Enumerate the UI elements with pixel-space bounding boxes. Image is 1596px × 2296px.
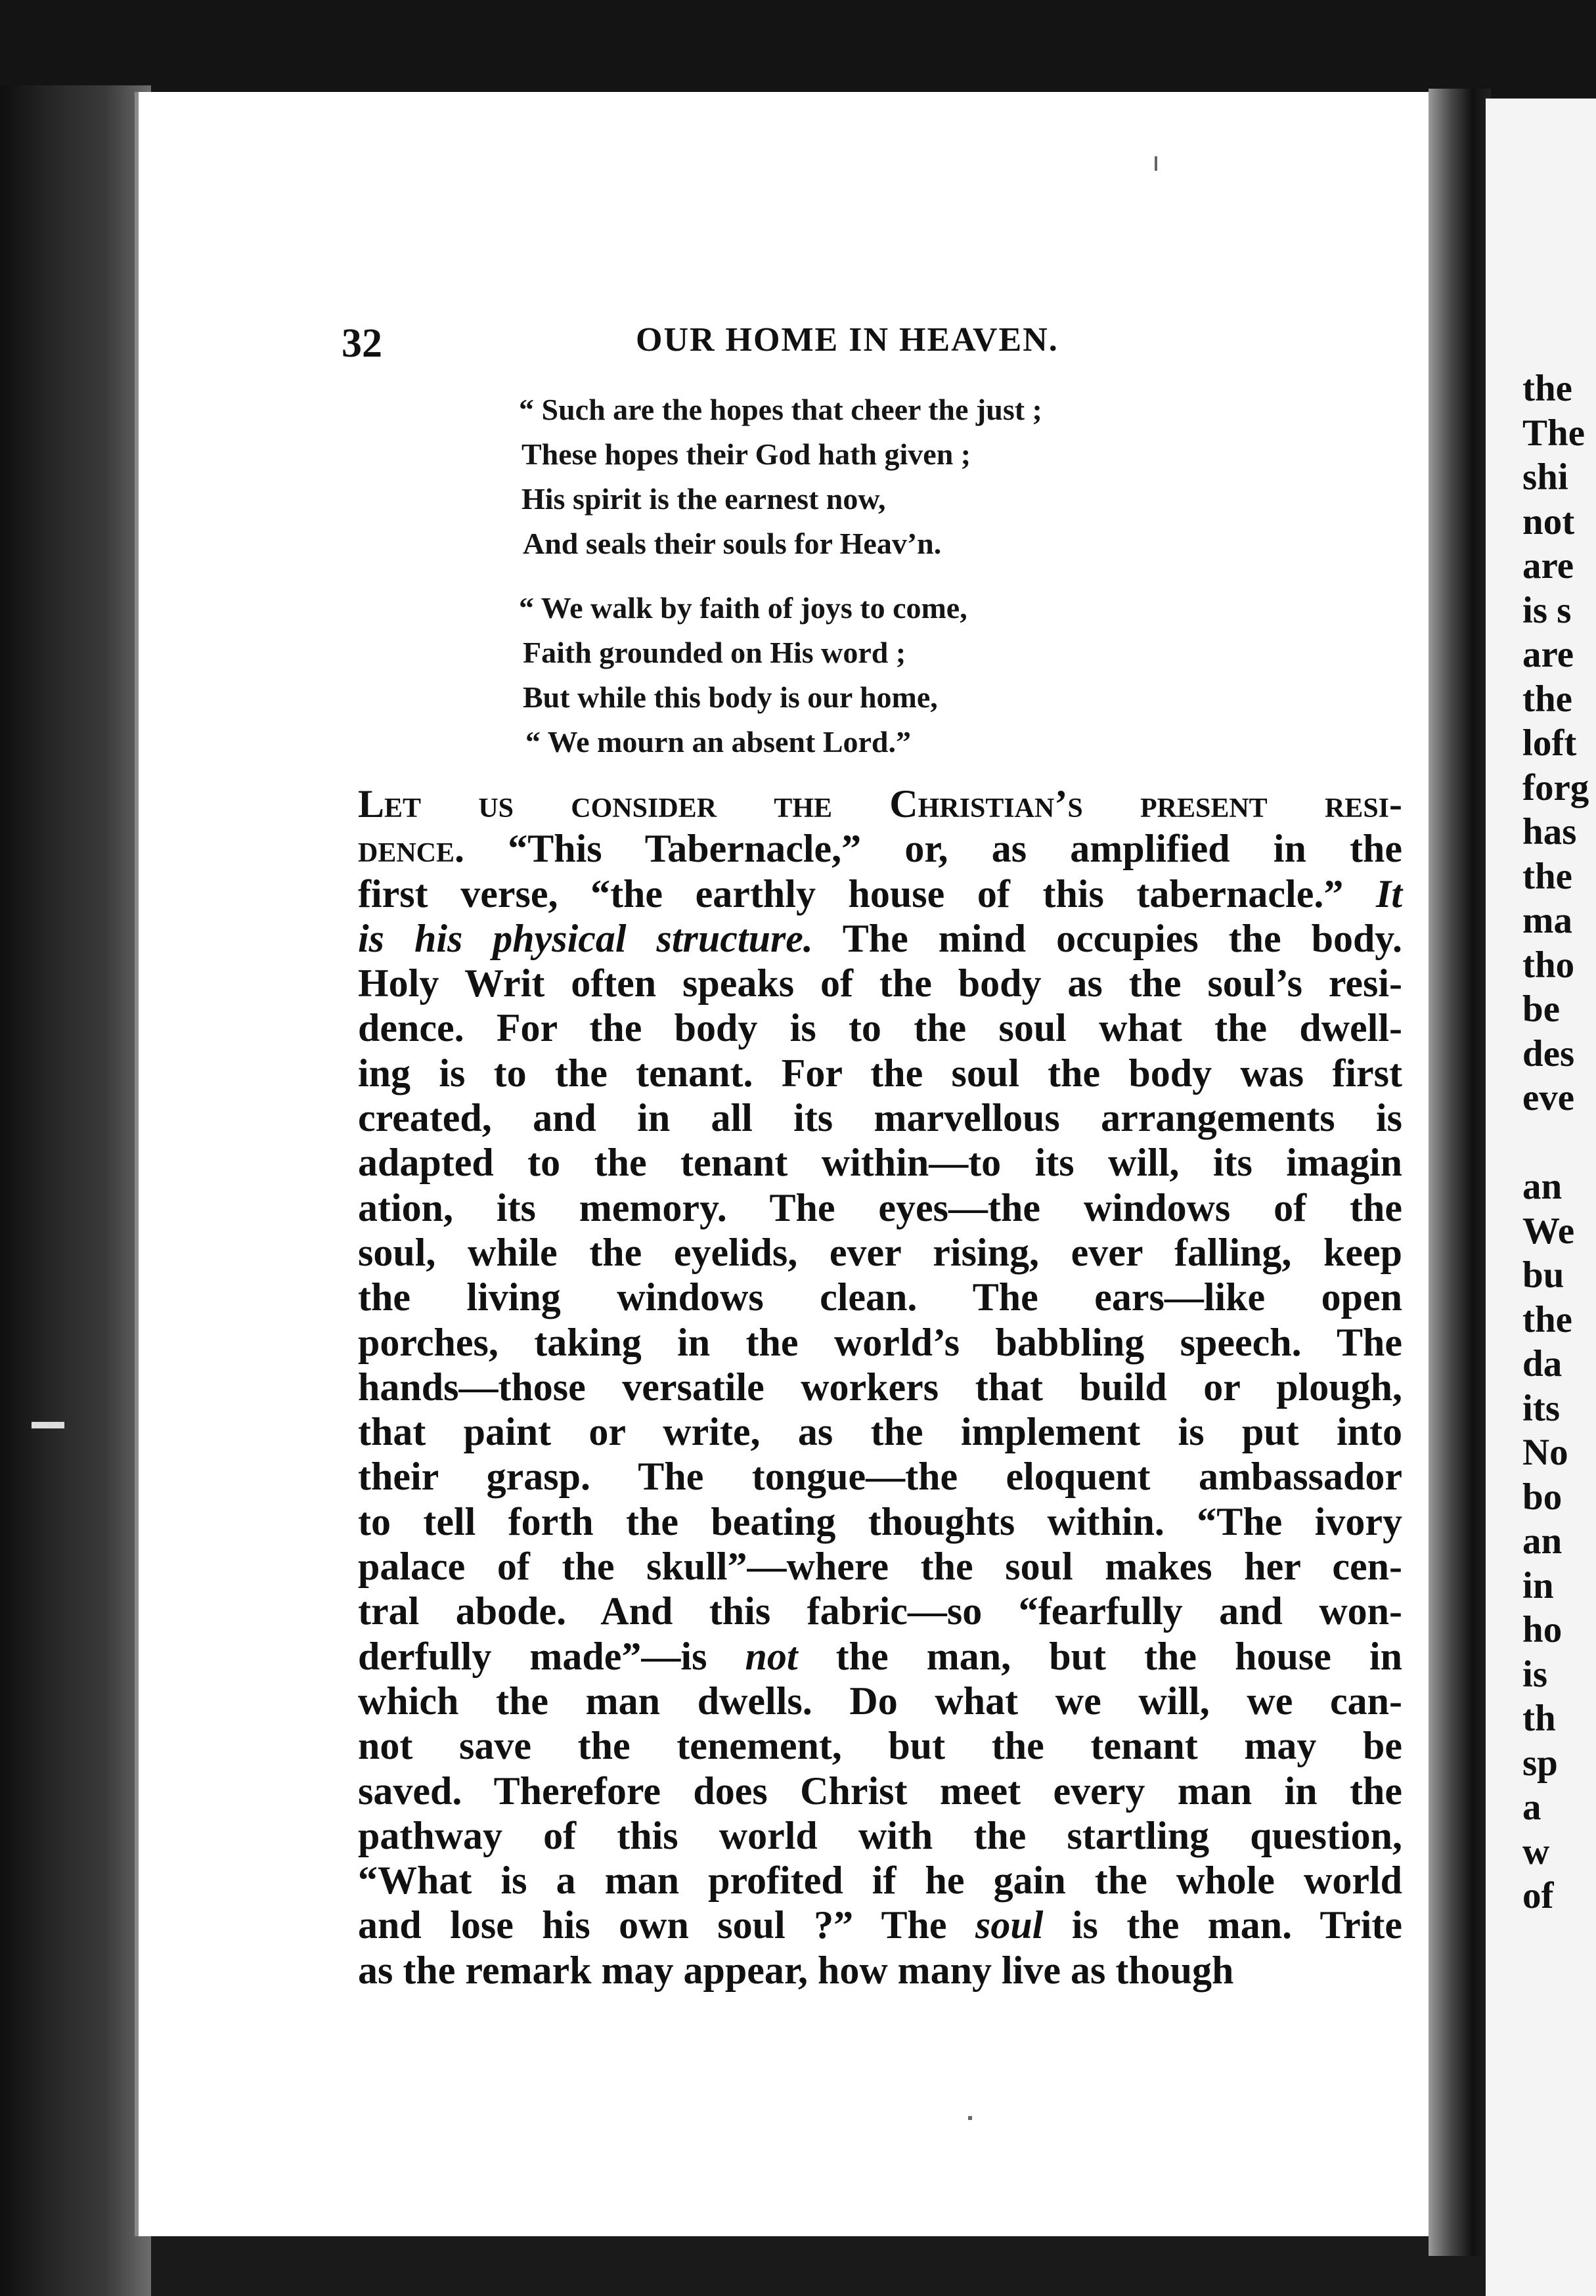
verse-line: “ Such are the hopes that cheer the just ; [519,393,1042,426]
facing-line-fragment: No [1522,1432,1568,1473]
facing-line-fragment: its [1522,1387,1560,1429]
text-span: is the man. Trite [1043,1903,1402,1947]
facing-line-fragment: da [1522,1343,1563,1384]
verse-line: And seals their souls for Heav’n. [523,527,942,560]
verse-line: “ We mourn an absent Lord.” [525,725,912,759]
facing-line-fragment: the [1522,678,1572,720]
print-speck [32,1422,64,1428]
text-line: tral abode. And this fabric—so “fearfully and won- [358,1589,1402,1633]
text-line: created, and in all its marvellous arrangements is [358,1096,1402,1140]
text-line [358,826,1402,871]
facing-line-fragment: not [1522,500,1575,542]
facing-line-fragment [1522,1120,1596,1165]
facing-line-fragment: is s [1522,589,1572,631]
facing-line-fragment: bu [1522,1254,1564,1296]
facing-line-fragment: an [1522,1520,1563,1562]
body-paragraph [358,782,1402,1993]
italic-span: is his physical structure. [358,916,813,960]
text-span: the man, but the house in [797,1634,1402,1678]
text-line: ing is to the tenant. For the soul the body was first [358,1051,1402,1095]
facing-line-fragment: ma [1522,900,1572,941]
text-line: ation, its memory. The eyes—the windows of the [358,1185,1402,1229]
facing-line-fragment: the [1522,1298,1572,1340]
text-line [358,916,1402,961]
facing-line-fragment: are [1522,634,1574,675]
text-line: to tell forth the beating thoughts within. “The ivory [358,1499,1402,1543]
facing-line-fragment: sp [1522,1742,1558,1784]
section-lead-in: Let us consider the Christian’s present resi- [358,782,1402,826]
facing-line-fragment: We [1522,1210,1575,1252]
text-span: The mind occupies the body. [812,916,1402,960]
text-line: as the remark may appear, how many live as though [358,1948,1234,1992]
book-gutter-shadow [1429,89,1491,2256]
italic-span: not [745,1634,798,1678]
facing-line-fragment: th [1522,1698,1556,1739]
text-line: not save the tenement, but the tenant may be [358,1724,1402,1768]
facing-line-fragment: an [1522,1166,1563,1207]
facing-line-fragment: a [1522,1786,1541,1828]
facing-line-fragment: of [1522,1875,1554,1916]
facing-line-fragment: has [1522,811,1577,852]
text-line: that paint or write, as the implement is put into [358,1410,1402,1454]
print-speck [1155,156,1157,171]
text-line [358,782,1402,826]
verse-stanza-1 [519,387,1042,566]
text-line: palace of the skull”—where the soul makes her cen- [358,1545,1402,1589]
page-number: 32 [342,321,382,366]
verse-line: Faith grounded on His word ; [523,636,906,669]
facing-line-fragment: forg [1522,766,1589,808]
italic-span: soul [975,1903,1044,1947]
text-line: dence. For the body is to the soul what the dwell- [358,1006,1402,1050]
text-line: the living windows clean. The ears—like open [358,1275,1402,1319]
facing-line-fragment: loft [1522,722,1577,764]
facing-line-fragment: bo [1522,1476,1563,1518]
text-line: pathway of this world with the startling question, [358,1813,1402,1857]
facing-line-fragment: ho [1522,1609,1563,1650]
facing-line-fragment: the [1522,855,1572,897]
text-line: their grasp. The tongue—the eloquent ambassador [358,1455,1402,1499]
scan-top-border [0,0,1596,105]
text-line [358,872,1402,916]
text-line: porches, taking in the world’s babbling speech. The [358,1320,1402,1364]
text-line: which the man dwells. Do what we will, we can- [358,1679,1402,1723]
italic-span: It [1375,872,1402,916]
book-binding-edge [0,85,151,2296]
section-lead-in: dence. [358,827,465,871]
text-line: “What is a man profited if he gain the whole world [358,1859,1402,1903]
text-line [358,1634,1402,1679]
text-line: saved. Therefore does Christ meet every man in the [358,1769,1402,1813]
text-span: derfully made”—is [358,1634,745,1678]
text-line: Holy Writ often speaks of the body as the soul’s resi- [358,961,1402,1005]
facing-line-fragment: w [1522,1830,1550,1872]
verse-line: But while this body is our home, [523,680,938,714]
text-line: hands—those versatile workers that build or plough, [358,1365,1402,1409]
facing-line-fragment: tho [1522,944,1575,986]
print-speck [968,2116,972,2120]
facing-line-fragment: are [1522,545,1574,586]
verse-line: “ We walk by faith of joys to come, [519,591,967,625]
verse-line: His spirit is the earnest now, [521,482,886,516]
facing-line-fragment: shi [1522,456,1568,498]
verse-line: These hopes their God hath given ; [521,437,971,471]
facing-line-fragment: in [1522,1564,1554,1606]
text-line [358,1903,1402,1947]
verse-stanza-2 [519,586,967,764]
facing-page-text [1522,366,1596,1918]
running-head: OUR HOME IN HEAVEN. [636,321,1059,359]
text-line: adapted to the tenant within—to its will, its imagin [358,1141,1402,1185]
facing-line-fragment: is [1522,1653,1548,1695]
text-line: soul, while the eyelids, ever rising, ever falling, keep [358,1230,1402,1274]
text-span: first verse, “the earthly house of this tabernacle.” [358,872,1376,916]
text-span: “This Tabernacle,” or, as amplified in the [464,827,1402,871]
facing-line-fragment: be [1522,988,1560,1030]
facing-line-fragment: des [1522,1032,1575,1074]
facing-line-fragment: The [1522,412,1585,454]
facing-line-fragment: the [1522,368,1572,409]
text-span: and lose his own soul ?” The [358,1903,976,1947]
facing-line-fragment: eve [1522,1077,1575,1118]
